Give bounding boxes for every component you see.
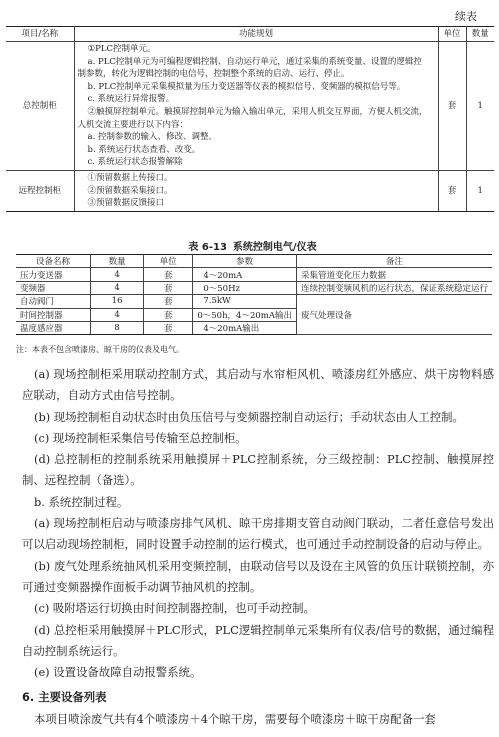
- table-number: 表 6-13: [188, 242, 227, 253]
- table-header-row: [6, 27, 494, 42]
- item-name: 远程控制柜: [6, 170, 74, 211]
- column-header: 单位: [144, 255, 193, 268]
- paragraph: (c) 现场控制柜采集信号传输至总控制柜。: [34, 430, 247, 445]
- description-line: ①预留数据上传接口。: [87, 172, 173, 183]
- table-row: [6, 170, 494, 211]
- paragraph: 本项目喷涂废气共有4个喷漆房＋4个晾干房，需要每个喷漆房＋晾干房配备一套: [34, 711, 436, 726]
- description-line: c. 系统运行异常报警。: [87, 94, 175, 105]
- table-header-row: [16, 255, 492, 268]
- description-line: ①PLC控制单元。: [87, 44, 156, 54]
- description-line: 制参数，转化为逻辑控制的电信号，控制整个系统的启动、运行、停止。: [77, 69, 350, 80]
- function-table: [6, 26, 494, 212]
- continued-label: 续表: [455, 10, 477, 23]
- description-line: a. PLC控制单元为可编程逻辑控制、自动运行单元，通过采集的系统变量、设置的逻辑控: [87, 56, 422, 67]
- paragraph: (b) 废气处理系统抽风机采用变频控制，由联动信号以及设在主风管的负压计联锁控制，亦可通过变频器操作面板手动调节抽风机的控制。: [22, 558, 494, 594]
- device-qty: 16: [91, 295, 144, 308]
- device-note: 采集管道变化压力数据: [296, 268, 492, 281]
- paragraph: (b) 现场控制柜自动状态时由负压信号与变频器控制自动运行；手动状态由人工控制。: [34, 409, 464, 424]
- description-line: a. 控制参数的输入、修改、调整。: [87, 132, 217, 143]
- function-description: [74, 170, 438, 211]
- device-name: 压力变送器: [16, 268, 91, 281]
- device-unit: 套: [144, 268, 193, 281]
- paragraph: (d) 总控制柜的控制系统采用触摸屏＋PLC控制系统，分三级控制：PLC控制、触摸屏控制、远程控制（备选）。: [22, 452, 494, 488]
- column-header: 项目/名称: [6, 27, 74, 42]
- device-param: 0～50h，4～20mA输出: [193, 308, 297, 321]
- device-name: 时间控制器: [16, 308, 91, 321]
- section-heading: 6. 主要设备列表: [22, 690, 107, 705]
- unit-cell: 套: [438, 170, 466, 211]
- device-name: 自动阀门: [16, 295, 91, 308]
- function-description: [74, 42, 438, 171]
- device-qty: 4: [91, 281, 144, 294]
- table-title: 系统控制电气/仪表: [232, 242, 317, 253]
- device-unit: 套: [144, 321, 193, 334]
- device-param: 4～20mA输出: [193, 321, 297, 334]
- table-row: [16, 295, 492, 308]
- quantity-cell: 1: [466, 42, 494, 171]
- column-header: 数量: [466, 27, 494, 42]
- paragraph: (c) 吸附塔运行切换由时间控制器控制，也可手动控制。: [34, 601, 315, 616]
- device-name: 变频器: [16, 281, 91, 294]
- description-line: ②触摸屏控制单元。触摸屏控制单元为输入输出单元，采用人机交互界面，方便人机交流，: [87, 106, 428, 117]
- equipment-table: [16, 254, 492, 335]
- table-row: [16, 268, 492, 281]
- device-qty: 4: [91, 268, 144, 281]
- device-note: 连续控制变频风机的运行状态，保证系统稳定运行: [296, 281, 492, 294]
- item-name: 总控制柜: [6, 42, 74, 171]
- device-qty: 4: [91, 308, 144, 321]
- device-note: 废气处理设备: [296, 295, 492, 335]
- paragraph: (a) 现场控制柜采用联动控制方式，其启动与水帘柜风机、喷漆房红外感应、烘干房物料感应联动，自动方式由信号控制。: [22, 367, 494, 403]
- paragraph: (e) 设置设备故障自动报警系统。: [34, 665, 202, 680]
- column-header: 设备名称: [16, 255, 91, 268]
- column-header: 数量: [91, 255, 144, 268]
- device-param: 7.5kW: [193, 295, 297, 308]
- table-caption: [0, 238, 499, 253]
- description-line: b. PLC控制单元采集模拟量为压力变送器等仪表的模拟信号、变频器的模拟信号等。: [87, 81, 406, 92]
- column-header: 单位: [438, 27, 466, 42]
- unit-cell: 套: [438, 42, 466, 171]
- paragraph: (d) 总控柜采用触摸屏＋PLC形式，PLC逻辑控制单元采集所有仪表/信号的数据，通过编程自动控制系统运行。: [22, 622, 494, 658]
- table-row: [16, 281, 492, 294]
- column-header: 备注: [296, 255, 492, 268]
- device-qty: 8: [91, 321, 144, 334]
- device-name: 温度感应器: [16, 321, 91, 334]
- paragraph: (a) 现场控制柜启动与喷漆房排气风机、晾干房排期支管自动阀门联动，二者任意信号发出可以启动现场控制柜，同时设置手动控制的运行模式，也可通过手动控制设备的启动与停止。: [22, 516, 494, 552]
- device-unit: 套: [144, 295, 193, 308]
- device-unit: 套: [144, 308, 193, 321]
- table-note: 注：本表不包含喷漆房、晾干房的仪表及电气。: [16, 345, 184, 354]
- paragraph: b. 系统控制过程。: [34, 494, 129, 509]
- description-line: ②预留数据采集接口。: [87, 185, 173, 196]
- device-param: 0～50Hz: [193, 281, 297, 294]
- body-text: [22, 364, 494, 730]
- column-header: 功能规划: [74, 27, 438, 42]
- description-line: 人机交流主要进行以下内容：: [77, 119, 189, 130]
- column-header: 参数: [193, 255, 297, 268]
- description-line: c. 系统运行状态报警解除: [87, 157, 183, 168]
- device-unit: 套: [144, 281, 193, 294]
- device-param: 4～20mA: [193, 268, 297, 281]
- description-line: ③预留数据反馈接口: [87, 198, 165, 209]
- description-line: b. 系统运行状态查看、改变。: [87, 144, 201, 155]
- quantity-cell: 1: [466, 170, 494, 211]
- table-row: [6, 42, 494, 171]
